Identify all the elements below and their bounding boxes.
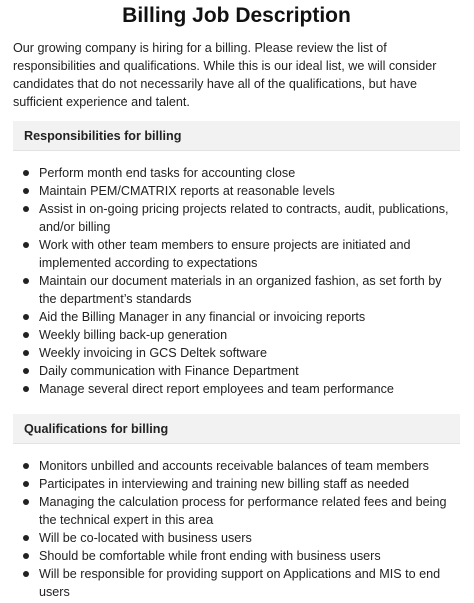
responsibilities-heading: Responsibilities for billing <box>13 121 460 151</box>
intro-paragraph: Our growing company is hiring for a billing. Please review the list of responsibilities and qualifications. While this is our ideal list, we will consider candidates that do not necessarily have all of the qualifications, but have sufficient experience and talent. <box>13 41 437 109</box>
list-item <box>13 272 460 308</box>
list-item-text: Will be co-located with business users <box>39 531 252 545</box>
list-item-text: Maintain PEM/CMATRIX reports at reasonable levels <box>39 184 335 198</box>
list-item <box>13 200 460 236</box>
list-item-text: Perform month end tasks for accounting close <box>39 166 296 180</box>
list-item <box>13 164 460 182</box>
list-item-text: Weekly invoicing in GCS Deltek software <box>39 346 267 360</box>
list-item <box>13 457 460 475</box>
bullet-icon <box>23 481 29 487</box>
list-item <box>13 493 460 529</box>
qualifications-heading: Qualifications for billing <box>13 414 460 444</box>
list-item-text: Managing the calculation process for performance related fees and being the technical expert in this area <box>39 495 447 527</box>
list-item <box>13 380 460 398</box>
bullet-icon <box>23 242 29 248</box>
list-item-text: Participates in interviewing and training new billing staff as needed <box>39 477 410 491</box>
list-item-text: Should be comfortable while front ending with business users <box>39 549 381 563</box>
list-item-text: Daily communication with Finance Department <box>39 364 299 378</box>
bullet-icon <box>23 278 29 284</box>
list-item-text: Maintain our document materials in an organized fashion, as set forth by the department’s standards <box>39 274 442 306</box>
list-item <box>13 475 460 493</box>
bullet-icon <box>23 553 29 559</box>
bullet-icon <box>23 463 29 469</box>
qualifications-list <box>13 457 460 601</box>
list-item-text: Monitors unbilled and accounts receivable balances of team members <box>39 459 429 473</box>
list-item-text: Manage several direct report employees and team performance <box>39 382 394 396</box>
bullet-icon <box>23 206 29 212</box>
bullet-icon <box>23 368 29 374</box>
bullet-icon <box>23 350 29 356</box>
bullet-icon <box>23 499 29 505</box>
list-item <box>13 529 460 547</box>
list-item-text: Work with other team members to ensure projects are initiated and implemented according to expectations <box>39 238 411 270</box>
bullet-icon <box>23 170 29 176</box>
bullet-icon <box>23 386 29 392</box>
page-title: Billing Job Description <box>122 4 351 27</box>
list-item <box>13 182 460 200</box>
list-item-text: Assist in on-going pricing projects related to contracts, audit, publications, and/or billing <box>39 202 449 234</box>
list-item-text: Aid the Billing Manager in any financial or invoicing reports <box>39 310 366 324</box>
list-item <box>13 236 460 272</box>
list-item <box>13 308 460 326</box>
bullet-icon <box>23 188 29 194</box>
list-item-text: Weekly billing back-up generation <box>39 328 228 342</box>
list-item <box>13 344 460 362</box>
bullet-icon <box>23 314 29 320</box>
bullet-icon <box>23 535 29 541</box>
bullet-icon <box>23 571 29 577</box>
list-item <box>13 565 460 601</box>
bullet-icon <box>23 332 29 338</box>
responsibilities-list <box>13 164 460 398</box>
list-item <box>13 362 460 380</box>
list-item <box>13 326 460 344</box>
list-item-text: Will be responsible for providing support on Applications and MIS to end users <box>39 567 441 599</box>
list-item <box>13 547 460 565</box>
